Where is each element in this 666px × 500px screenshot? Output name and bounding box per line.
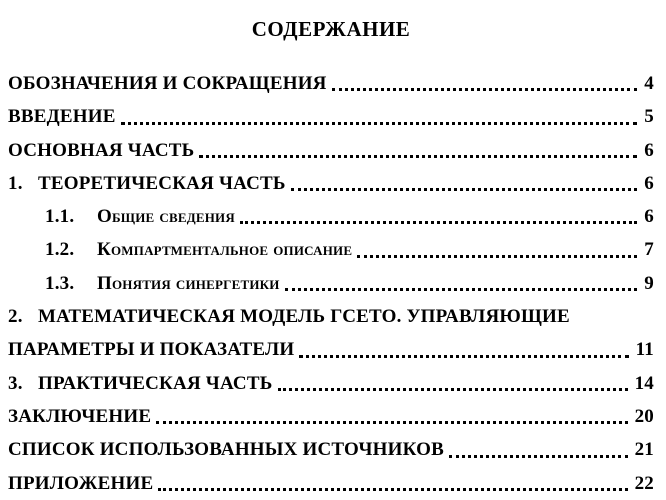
toc-entry-number: 1.2. [45,239,75,261]
toc-entry-number: 1.1. [45,206,75,228]
toc-page-number: 6 [644,172,654,194]
toc-entry-label: МАТЕМАТИЧЕСКАЯ МОДЕЛЬ ГСЕТО. УПРАВЛЯЮЩИЕ [38,306,570,328]
toc-page-number: 6 [644,139,654,161]
toc-entry-label: Понятия синергетики [97,272,280,294]
toc-entry-label: ПРАКТИЧЕСКАЯ ЧАСТЬ [38,372,273,394]
dot-leader [121,100,638,133]
dot-leader [332,67,638,100]
toc-entry-label: ТЕОРЕТИЧЕСКАЯ ЧАСТЬ [38,172,286,194]
toc-entry-teoreticheskaya-chast[interactable] [8,167,654,200]
dot-leader [291,167,638,200]
dot-leader [156,400,627,433]
toc-page-number: 14 [634,372,654,394]
toc-entry-vvedenie[interactable] [8,100,654,133]
toc-entry-label: ОСНОВНАЯ ЧАСТЬ [8,139,195,161]
toc-entry-spisok-istochnikov[interactable] [8,433,654,466]
page-title: СОДЕРЖАНИЕ [251,17,411,41]
toc-entry-number: 3. [8,372,23,394]
toc-entry-number: 1. [8,172,23,194]
toc-entry-label: ПАРАМЕТРЫ И ПОКАЗАТЕЛИ [8,339,295,361]
toc-page-number: 22 [634,472,654,494]
toc-page-number: 5 [644,106,654,128]
dot-leader [240,200,637,233]
toc-entry-zaklyuchenie[interactable] [8,400,654,433]
toc-entry-label: ВВЕДЕНИЕ [8,106,116,128]
toc-entry-label: ПРИЛОЖЕНИЕ [8,472,154,494]
dot-leader [158,467,627,500]
toc-entry-matematicheskaya-model-line2[interactable] [8,333,654,366]
toc-entry-label: ОБОЗНАЧЕНИЯ И СОКРАЩЕНИЯ [8,73,327,94]
toc-entry-number: 1.3. [45,272,75,294]
toc-entry-prilozhenie[interactable] [8,467,654,500]
dot-leader [449,433,628,466]
toc-entry-matematicheskaya-model-line1[interactable] [8,300,654,333]
toc-entry-ponyatiya-sinergetiki[interactable] [8,267,654,300]
toc-entry-prakticheskaya-chast[interactable] [8,367,654,400]
dot-leader [285,267,638,300]
toc-entry-obshchie-svedeniya[interactable] [8,200,654,233]
toc-entry-label: СПИСОК ИСПОЛЬЗОВАННЫХ ИСТОЧНИКОВ [8,439,444,461]
toc-page-number: 21 [634,439,654,461]
toc-page-number: 6 [644,206,654,228]
toc-page-number: 7 [644,239,654,261]
dot-leader [357,233,637,266]
toc-page-number: 11 [635,339,654,361]
dot-leader [299,333,628,366]
toc-entry-oboznacheniya[interactable] [8,67,654,100]
toc-entry-label: Общие сведения [97,206,235,228]
toc-page-number: 4 [644,73,654,94]
toc-page-number: 20 [634,405,654,427]
toc-entry-label: ЗАКЛЮЧЕНИЕ [8,405,152,427]
toc-entry-number: 2. [8,306,23,328]
dot-leader [278,367,628,400]
toc-entry-osnovnaya-chast[interactable] [8,134,654,167]
toc-page-number: 9 [644,272,654,294]
dot-leader [199,134,637,167]
toc-entry-label: Компартментальное описание [97,239,353,261]
toc-entry-kompartmentalnoe-opisanie[interactable] [8,233,654,266]
